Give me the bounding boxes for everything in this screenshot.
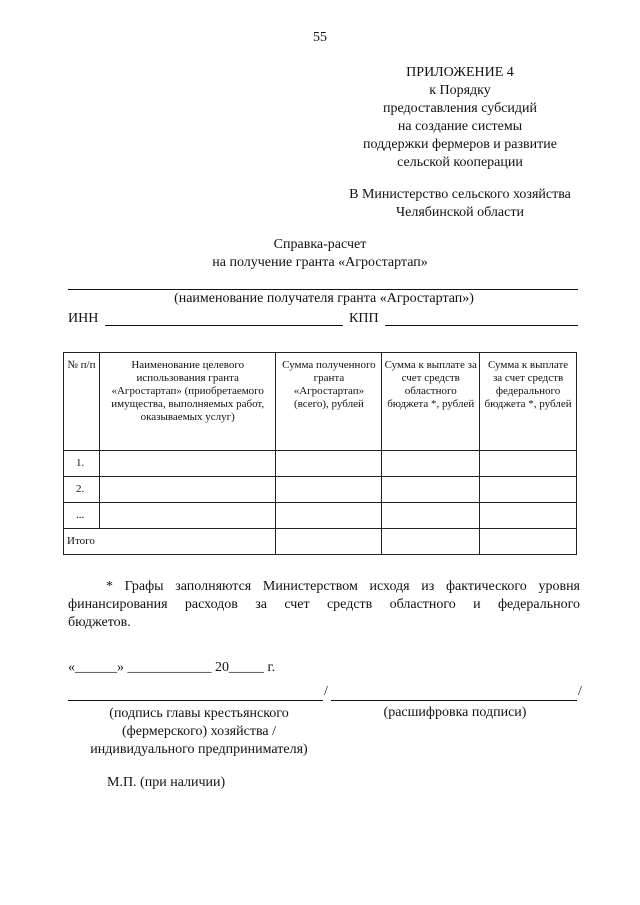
table-cell — [480, 451, 577, 477]
table-cell — [382, 451, 480, 477]
appendix-line: к Порядку — [429, 83, 491, 98]
table-row — [64, 451, 577, 477]
footnote — [68, 578, 580, 632]
inn-blank-line — [105, 325, 343, 326]
footnote-line-3: бюджетов. — [68, 615, 131, 630]
appendix-line: поддержки фермеров и развитие — [363, 137, 557, 152]
table-row — [64, 503, 577, 529]
appendix-line: предоставления субсидий — [382, 101, 538, 116]
signature-caption-line: индивидуального предпринимателя) — [90, 742, 308, 757]
grant-calculation-table — [63, 352, 577, 555]
table-cell — [276, 529, 382, 555]
row-number: ... — [64, 503, 100, 529]
table-cell — [382, 503, 480, 529]
table-cell — [99, 451, 276, 477]
table-cell — [99, 503, 276, 529]
signature-blank-line — [68, 700, 323, 701]
recipient-blank-line — [68, 289, 578, 290]
date-line: «______» ____________ 20_____ г. — [68, 660, 276, 675]
signature-caption-line: (подпись главы крестьянского — [109, 706, 289, 721]
title-line-1: Справка-расчет — [273, 237, 367, 252]
kpp-label: КПП — [349, 311, 379, 326]
appendix-line: на создание системы — [397, 119, 523, 134]
table-header-row — [64, 353, 577, 451]
table-cell — [276, 451, 382, 477]
table-cell — [480, 503, 577, 529]
table-cell — [276, 503, 382, 529]
signature-caption-line: (фермерского) хозяйства / — [122, 724, 276, 739]
document-title — [0, 236, 640, 272]
total-label: Итого — [64, 529, 276, 555]
row-number: 2. — [64, 477, 100, 503]
footnote-line-2: финансирования расходов за счет средств областного и федерального — [68, 597, 580, 612]
table-cell — [480, 477, 577, 503]
kpp-blank-line — [385, 325, 578, 326]
addressee — [330, 186, 590, 222]
table-row — [64, 477, 577, 503]
table-total-row — [64, 529, 577, 555]
col-header-federal-budget: Сумма к выплате за счет средств федерального бюджета *, рублей — [480, 353, 577, 451]
signature-caption — [68, 705, 330, 759]
table-cell — [382, 477, 480, 503]
appendix-header — [330, 64, 590, 172]
title-line-2: на получение гранта «Агростартап» — [212, 255, 428, 270]
table-cell — [382, 529, 480, 555]
row-number: 1. — [64, 451, 100, 477]
table-cell — [480, 529, 577, 555]
addressee-line: В Министерство сельского хозяйства — [349, 187, 571, 202]
table-cell — [99, 477, 276, 503]
page-number: 55 — [313, 30, 327, 45]
signature-slash: / — [324, 684, 328, 699]
seal-label: М.П. (при наличии) — [107, 775, 226, 790]
appendix-line: сельской кооперации — [397, 155, 523, 170]
addressee-line: Челябинской области — [396, 205, 524, 220]
col-header-regional-budget: Сумма к выплате за счет средств областного бюджета *, рублей — [382, 353, 480, 451]
signature-transcript-caption: (расшифровка подписи) — [383, 705, 527, 720]
inn-label: ИНН — [68, 311, 99, 326]
table-cell — [276, 477, 382, 503]
col-header-number: № п/п — [64, 353, 100, 451]
recipient-caption: (наименование получателя гранта «Агростартап») — [174, 291, 474, 306]
signature-slash-end: / — [578, 684, 582, 699]
appendix-line: ПРИЛОЖЕНИЕ 4 — [406, 65, 514, 80]
signature-transcript-blank-line — [331, 700, 577, 701]
col-header-grant-sum: Сумма полученного гранта «Агростартап» (всего), рублей — [276, 353, 382, 451]
footnote-line-1: * Графы заполняются Министерством исходя из фактического уровня — [106, 579, 580, 594]
col-header-purpose: Наименование целевого использования гранта «Агростартап» (приобретаемого имущества, выполняемых работ, оказываемых услуг) — [99, 353, 276, 451]
